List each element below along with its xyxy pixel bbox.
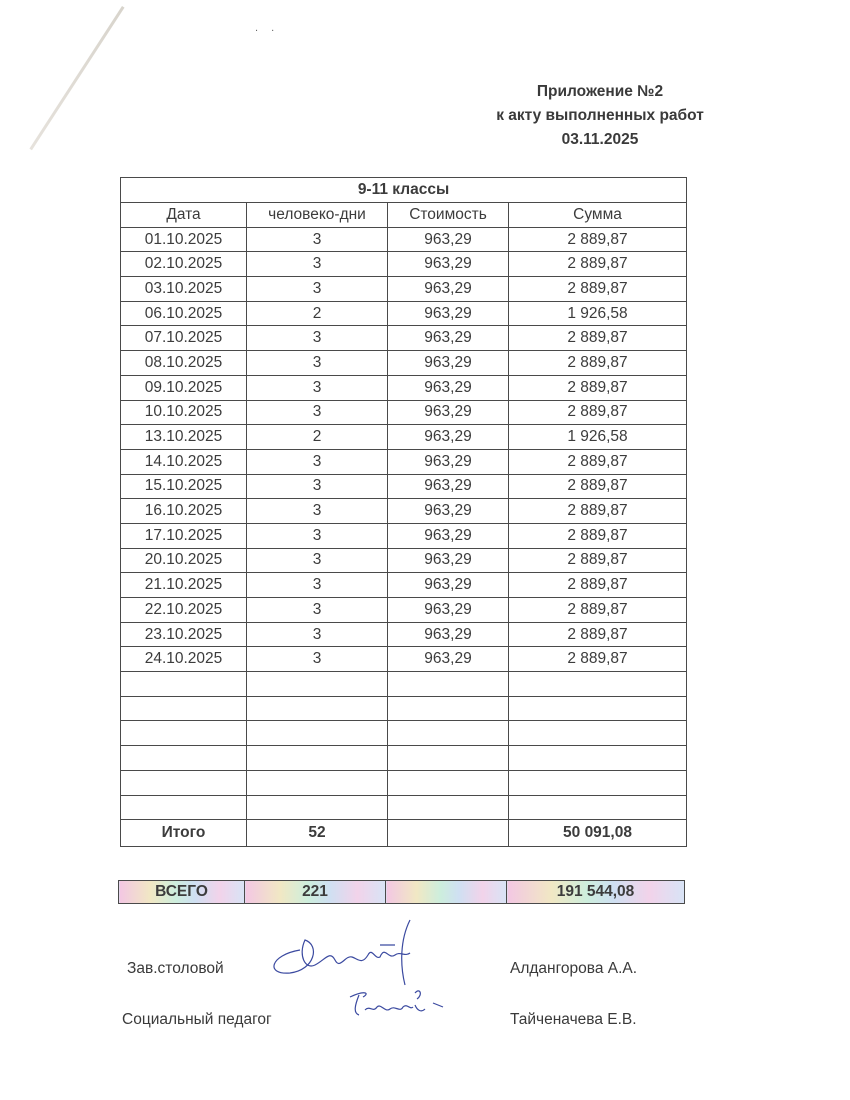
person-days-cell: 3 (247, 523, 388, 548)
date-cell: 16.10.2025 (121, 499, 247, 524)
sum-cell: 1 926,58 (509, 301, 687, 326)
grand-total-table (118, 880, 685, 904)
empty-table-row (121, 696, 687, 721)
date-cell: 14.10.2025 (121, 449, 247, 474)
table-row (121, 227, 687, 252)
date-cell: 03.10.2025 (121, 277, 247, 302)
sum-cell (509, 770, 687, 795)
person-days-cell: 3 (247, 499, 388, 524)
signature-1-icon (260, 915, 430, 990)
cost-cell: 963,29 (388, 622, 509, 647)
signer-role-1: Зав.столовой (127, 960, 224, 977)
table-row (121, 425, 687, 450)
table-row (121, 548, 687, 573)
person-days-cell: 3 (247, 252, 388, 277)
sum-cell: 2 889,87 (509, 277, 687, 302)
table-row (121, 598, 687, 623)
sum-cell: 2 889,87 (509, 252, 687, 277)
person-days-cell (247, 795, 388, 820)
cost-cell (388, 672, 509, 697)
cost-cell (388, 795, 509, 820)
sum-cell: 2 889,87 (509, 449, 687, 474)
person-days-cell (247, 696, 388, 721)
appendix-subtitle: к акту выполненных работ (496, 107, 704, 124)
person-days-cell: 3 (247, 449, 388, 474)
signer-name-1: Алдангорова А.А. (510, 960, 638, 977)
column-header: Дата (121, 203, 247, 228)
date-cell: 20.10.2025 (121, 548, 247, 573)
total-sum: 50 091,08 (509, 820, 687, 847)
date-cell: 09.10.2025 (121, 375, 247, 400)
table-row (121, 647, 687, 672)
date-cell: 23.10.2025 (121, 622, 247, 647)
person-days-cell (247, 746, 388, 771)
signature-2-icon (345, 985, 455, 1025)
empty-table-row (121, 746, 687, 771)
sum-cell: 1 926,58 (509, 425, 687, 450)
total-person-days: 52 (247, 820, 388, 847)
act-date: 03.11.2025 (561, 131, 639, 148)
person-days-cell: 3 (247, 277, 388, 302)
grand-total-sum: 191 544,08 (507, 881, 685, 904)
document-heading (470, 80, 730, 152)
meals-table (120, 177, 687, 847)
sum-cell (509, 795, 687, 820)
date-cell: 10.10.2025 (121, 400, 247, 425)
sum-cell: 2 889,87 (509, 647, 687, 672)
cost-cell: 963,29 (388, 375, 509, 400)
date-cell (121, 721, 247, 746)
empty-table-row (121, 770, 687, 795)
empty-table-row (121, 721, 687, 746)
appendix-title: Приложение №2 (536, 83, 664, 100)
grand-total-person-days: 221 (245, 881, 386, 904)
total-row (121, 820, 687, 847)
cost-cell: 963,29 (388, 252, 509, 277)
person-days-cell: 3 (247, 573, 388, 598)
cost-cell: 963,29 (388, 474, 509, 499)
date-cell (121, 746, 247, 771)
table-row (121, 252, 687, 277)
column-header: Стоимость (388, 203, 509, 228)
person-days-cell (247, 770, 388, 795)
table-row (121, 375, 687, 400)
signer-name-2: Тайченачева Е.В. (510, 1011, 637, 1028)
cost-cell (388, 746, 509, 771)
total-label: Итого (121, 820, 247, 847)
scan-artifact-line (29, 6, 124, 150)
column-header: человеко-дни (247, 203, 388, 228)
date-cell (121, 696, 247, 721)
table-row (121, 277, 687, 302)
date-cell: 07.10.2025 (121, 326, 247, 351)
person-days-cell: 3 (247, 548, 388, 573)
date-cell: 06.10.2025 (121, 301, 247, 326)
signer-role-2: Социальный педагог (122, 1011, 272, 1028)
table-body (121, 227, 687, 820)
table-row (121, 622, 687, 647)
person-days-cell: 3 (247, 474, 388, 499)
cost-cell: 963,29 (388, 449, 509, 474)
date-cell: 15.10.2025 (121, 474, 247, 499)
cost-cell: 963,29 (388, 523, 509, 548)
sum-cell (509, 672, 687, 697)
date-cell: 13.10.2025 (121, 425, 247, 450)
cost-cell (388, 696, 509, 721)
cost-cell: 963,29 (388, 301, 509, 326)
table-row (121, 474, 687, 499)
sum-cell (509, 746, 687, 771)
sum-cell: 2 889,87 (509, 499, 687, 524)
person-days-cell (247, 721, 388, 746)
cost-cell (388, 721, 509, 746)
table-title: 9-11 классы (121, 178, 687, 203)
person-days-cell: 2 (247, 301, 388, 326)
sum-cell: 2 889,87 (509, 548, 687, 573)
sum-cell (509, 696, 687, 721)
person-days-cell: 3 (247, 227, 388, 252)
cost-cell: 963,29 (388, 573, 509, 598)
table-row (121, 400, 687, 425)
table-row (121, 499, 687, 524)
date-cell (121, 672, 247, 697)
table-row (121, 326, 687, 351)
table-row (121, 573, 687, 598)
grand-total-label: ВСЕГО (119, 881, 245, 904)
date-cell: 22.10.2025 (121, 598, 247, 623)
person-days-cell: 2 (247, 425, 388, 450)
sum-cell: 2 889,87 (509, 326, 687, 351)
cost-cell: 963,29 (388, 351, 509, 376)
cost-cell: 963,29 (388, 227, 509, 252)
cost-cell: 963,29 (388, 277, 509, 302)
person-days-cell: 3 (247, 598, 388, 623)
cost-cell: 963,29 (388, 647, 509, 672)
date-cell: 01.10.2025 (121, 227, 247, 252)
cost-cell: 963,29 (388, 548, 509, 573)
cost-cell: 963,29 (388, 425, 509, 450)
table-row (121, 449, 687, 474)
person-days-cell: 3 (247, 375, 388, 400)
cost-cell: 963,29 (388, 400, 509, 425)
date-cell: 17.10.2025 (121, 523, 247, 548)
sum-cell: 2 889,87 (509, 573, 687, 598)
sum-cell: 2 889,87 (509, 523, 687, 548)
table-header-row (121, 203, 687, 228)
cost-cell: 963,29 (388, 326, 509, 351)
date-cell (121, 795, 247, 820)
grand-total-cost (386, 881, 507, 904)
sum-cell: 2 889,87 (509, 351, 687, 376)
person-days-cell: 3 (247, 622, 388, 647)
person-days-cell: 3 (247, 400, 388, 425)
person-days-cell: 3 (247, 647, 388, 672)
cost-cell (388, 770, 509, 795)
date-cell: 08.10.2025 (121, 351, 247, 376)
sum-cell (509, 721, 687, 746)
sum-cell: 2 889,87 (509, 400, 687, 425)
sum-cell: 2 889,87 (509, 598, 687, 623)
empty-table-row (121, 672, 687, 697)
cost-cell: 963,29 (388, 598, 509, 623)
person-days-cell: 3 (247, 351, 388, 376)
empty-table-row (121, 795, 687, 820)
date-cell: 24.10.2025 (121, 647, 247, 672)
date-cell: 02.10.2025 (121, 252, 247, 277)
person-days-cell (247, 672, 388, 697)
column-header: Сумма (509, 203, 687, 228)
date-cell (121, 770, 247, 795)
scan-artifact-specks: . . (255, 22, 280, 34)
sum-cell: 2 889,87 (509, 474, 687, 499)
table-row (121, 523, 687, 548)
total-cost (388, 820, 509, 847)
sum-cell: 2 889,87 (509, 227, 687, 252)
grand-total-row (119, 881, 685, 904)
table-row (121, 351, 687, 376)
date-cell: 21.10.2025 (121, 573, 247, 598)
table-row (121, 301, 687, 326)
sum-cell: 2 889,87 (509, 375, 687, 400)
sum-cell: 2 889,87 (509, 622, 687, 647)
person-days-cell: 3 (247, 326, 388, 351)
cost-cell: 963,29 (388, 499, 509, 524)
